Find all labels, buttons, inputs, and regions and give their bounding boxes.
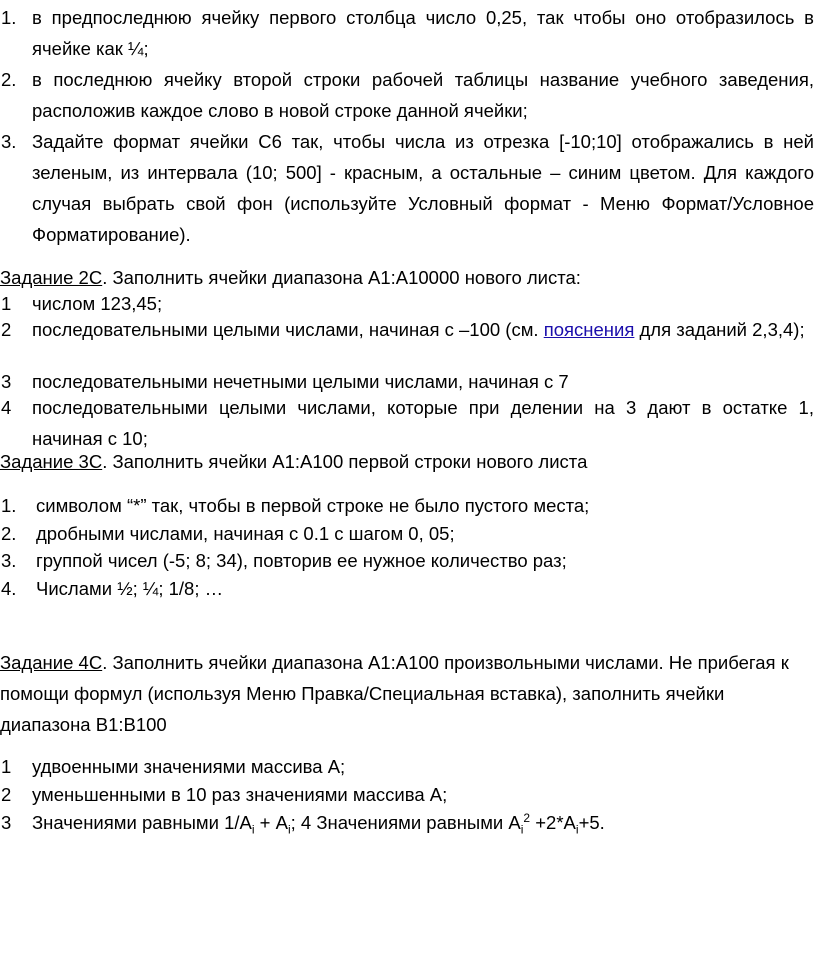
list-text: дробными числами, начиная с 0.1 с шагом 0, 05; [36, 523, 455, 544]
list-item [0, 126, 814, 250]
list-number: 3 [1, 371, 12, 392]
formula-part: + А [254, 812, 288, 833]
list-item [0, 314, 814, 345]
list-text: последовательными нечетными целыми числами, начиная с 7 [32, 371, 569, 392]
subscript-i: i [575, 822, 579, 837]
subscript-i: i [520, 822, 524, 837]
list-number: 1. [1, 495, 17, 516]
list-item [0, 807, 814, 838]
task3-text: . Заполнить ячейки А1:А100 первой строки нового листа [102, 451, 588, 472]
task4-paragraph [0, 647, 814, 740]
list-number: 1. [1, 7, 17, 28]
list-number: 4. [1, 578, 17, 599]
explanations-link[interactable]: пояснения [543, 319, 635, 340]
list-text: Задайте формат ячейки С6 так, чтобы числа из отрезка [-10;10] отображались в ней зеленым, из интервала (10; 500] - красным, а остальные – синим цветом. Для каждого случая выбрать свой фон (используйте Условный формат - Меню Формат/Условное Форматирование). [32, 131, 814, 245]
task4-text: . Заполнить ячейки диапазона А1:А100 произвольными числами. Не прибегая к помощи формул (используя Меню Правка/Специальная вставка), заполнить ячейки диапазона В1:В100 [0, 652, 789, 735]
list-number: 2. [1, 523, 17, 544]
list-text: числом 123,45; [32, 293, 163, 314]
list-item [0, 392, 814, 454]
formula-part: ; 4 Значениями равными А [290, 812, 521, 833]
subscript-i: i [287, 822, 291, 837]
list-item [0, 545, 814, 576]
list-item [0, 751, 814, 782]
text-before-link: последовательными целыми числами, начиная с –100 (см. [32, 319, 544, 340]
list-text [32, 807, 814, 838]
list-text: в предпоследнюю ячейку первого столбца число 0,25, так чтобы оно отобразилось в ячейке как ¼; [32, 7, 814, 59]
list-number: 2. [1, 69, 17, 90]
list-text: уменьшенными в 10 раз значениями массива А; [32, 784, 448, 805]
list-number: 4 [1, 397, 12, 418]
formula-part: +5. [578, 812, 605, 833]
task2-label: Задание 2С [0, 267, 103, 288]
list-text: в последнюю ячейку второй строки рабочей таблицы название учебного заведения, расположив каждое слово в новой строке данной ячейки; [32, 69, 814, 121]
list-item [0, 64, 814, 126]
list-number: 3. [1, 131, 17, 152]
list-number: 1 [1, 756, 12, 777]
subscript-i: i [251, 822, 255, 837]
formula-part: +2*А [530, 812, 576, 833]
list-text: группой чисел (-5; 8; 34), повторив ее нужное количество раз; [36, 550, 567, 571]
list-number: 3. [1, 550, 17, 571]
list-text: последовательными целыми числами, которые при делении на 3 дают в остатке 1, начиная с 10; [32, 397, 814, 449]
list-number: 3 [1, 812, 12, 833]
task3-label: Задание 3С [0, 451, 103, 472]
list-number: 2 [1, 784, 12, 805]
list-number: 1 [1, 293, 12, 314]
task2-text: . Заполнить ячейки диапазона А1:А10000 нового листа: [102, 267, 581, 288]
superscript-2: 2 [523, 810, 531, 825]
list-text: символом “*” так, чтобы в первой строке не было пустого места; [36, 495, 590, 516]
list-text: удвоенными значениями массива А; [32, 756, 346, 777]
task3-heading [0, 446, 814, 477]
list-text: Числами ½; ¼; 1/8; … [36, 578, 224, 599]
text-after-link: для заданий 2,3,4); [634, 319, 805, 340]
list-item [0, 779, 814, 810]
list-text [32, 314, 814, 345]
list-number: 2 [1, 319, 12, 340]
list-item [0, 490, 814, 521]
task4-label: Задание 4С [0, 652, 103, 673]
list-item [0, 2, 814, 64]
formula-part: Значениями равными 1/А [32, 812, 252, 833]
list-item [0, 573, 814, 604]
